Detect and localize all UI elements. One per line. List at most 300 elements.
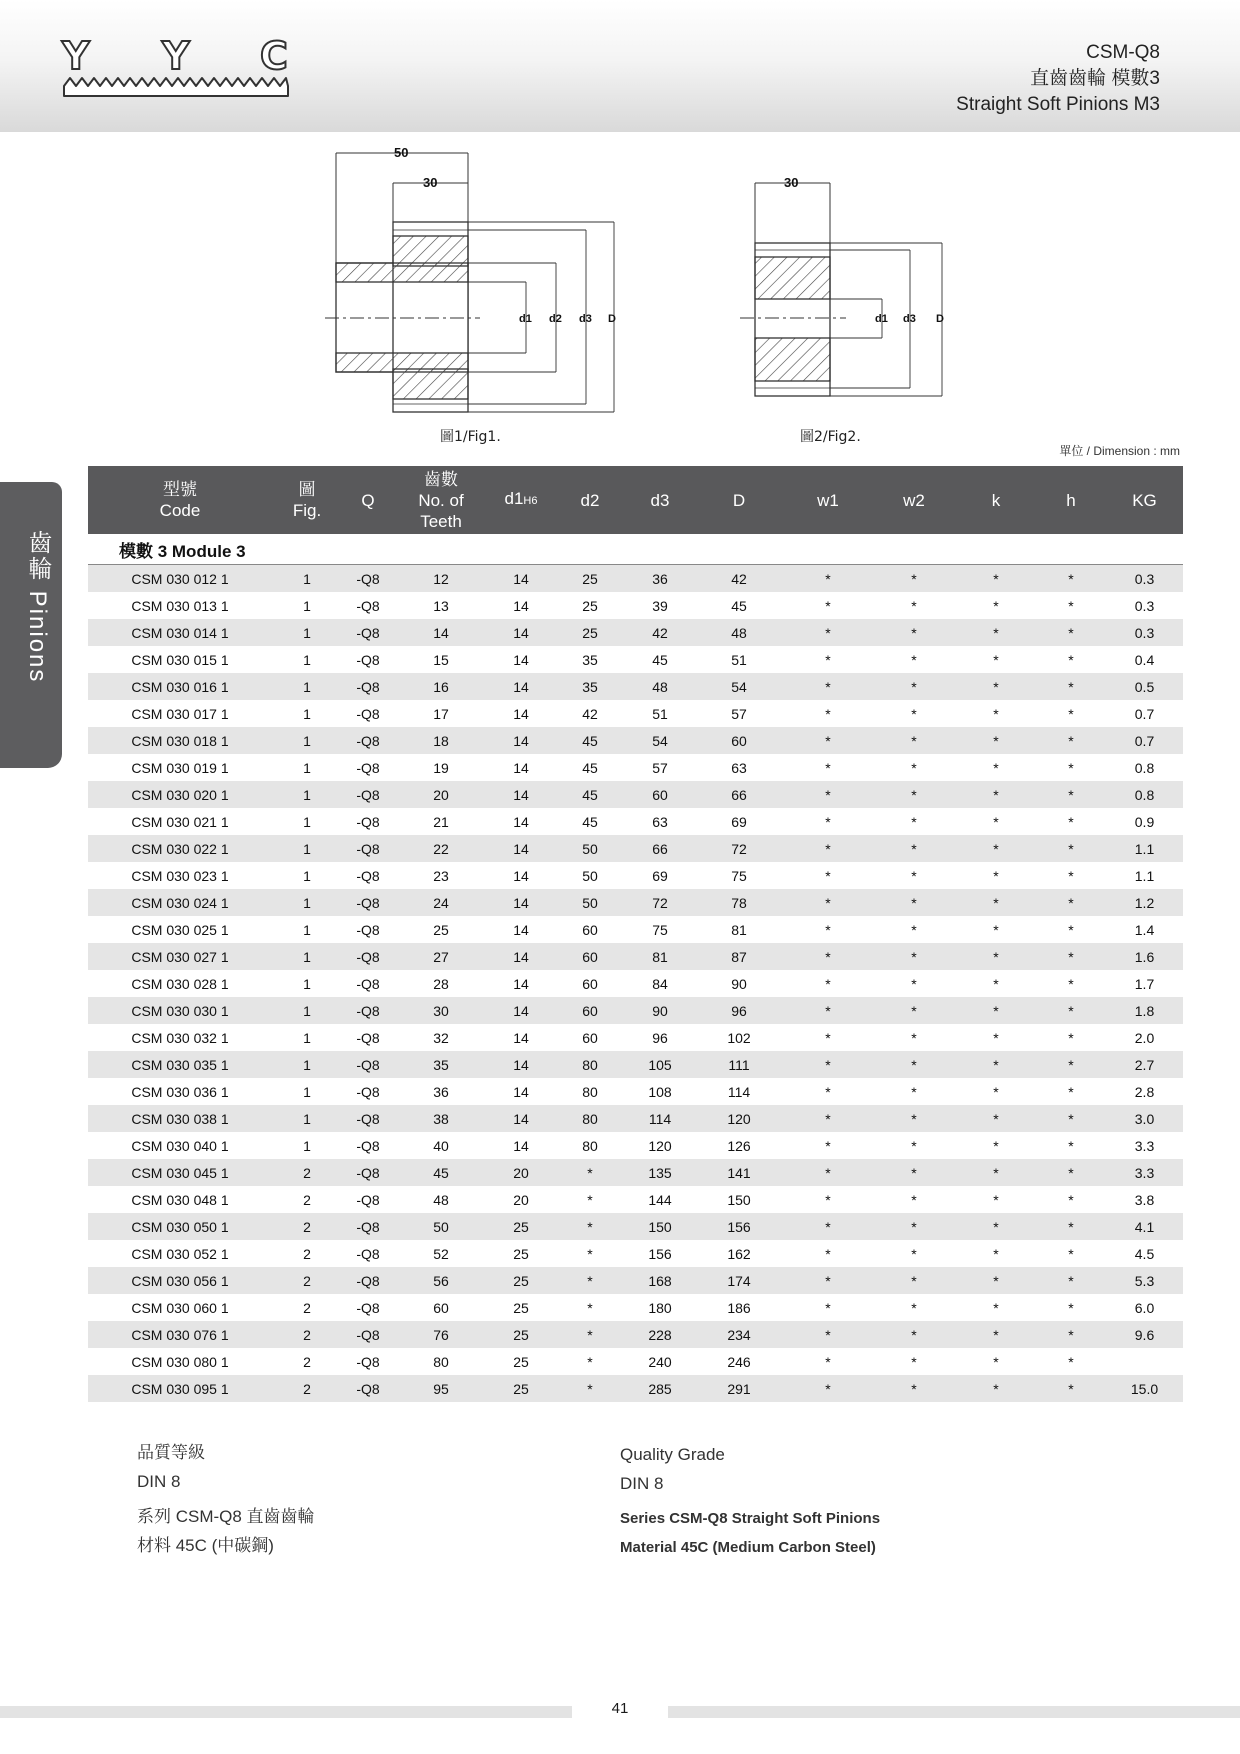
fig2-dim-face: 30	[784, 175, 799, 190]
cell-D: 69	[731, 813, 747, 830]
section-row-module-3	[88, 534, 1183, 565]
cell-w1: *	[825, 1083, 831, 1100]
cell-fig: 2	[303, 1353, 311, 1370]
cell-d1: 14	[488, 1051, 554, 1078]
cell-D: 48	[694, 619, 784, 646]
cell-d1: 14	[513, 651, 529, 668]
cell-d2: 35	[554, 673, 626, 700]
cell-D: 42	[694, 565, 784, 593]
cell-d2: 25	[582, 597, 598, 614]
cell-k: *	[993, 1299, 999, 1316]
cell-d1: 14	[488, 673, 554, 700]
cell-d2: 45	[554, 781, 626, 808]
cell-D: 96	[694, 997, 784, 1024]
cell-h: *	[1068, 1191, 1074, 1208]
cell-q: -Q8	[356, 975, 380, 992]
cell-teeth: 15	[433, 651, 449, 668]
cell-d3: 66	[626, 835, 694, 862]
cell-d3: 72	[626, 889, 694, 916]
cell-fig: 1	[303, 651, 311, 668]
cell-D: 81	[731, 921, 747, 938]
fig2-label-D: D	[936, 313, 944, 325]
cell-teeth: 40	[433, 1137, 449, 1154]
cell-d1: 25	[488, 1213, 554, 1240]
cell-k: *	[993, 705, 999, 722]
cell-kg: 5.3	[1106, 1267, 1183, 1294]
table-row	[88, 1186, 1183, 1213]
cell-w2: *	[872, 1051, 956, 1078]
table-row	[88, 1159, 1183, 1186]
cell-fig: 2	[272, 1159, 342, 1186]
cell-w2: *	[911, 921, 917, 938]
cell-q: -Q8	[356, 597, 380, 614]
material-zh: 材料 45C (中碳鋼)	[137, 1536, 274, 1555]
cell-teeth: 24	[394, 889, 488, 916]
cell-w2: *	[872, 1267, 956, 1294]
cell-w1: *	[825, 1353, 831, 1370]
logo-letter-c: C	[260, 34, 288, 78]
cell-d2: 50	[554, 889, 626, 916]
cell-D: 72	[694, 835, 784, 862]
fig1-label-d1: d1	[519, 313, 532, 325]
cell-code: CSM 030 038 1	[88, 1105, 272, 1132]
cell-k: *	[993, 1353, 999, 1370]
side-tab-pinions	[0, 482, 62, 768]
cell-d2: 80	[554, 1051, 626, 1078]
cell-d1: 25	[488, 1375, 554, 1402]
cell-d1: 25	[488, 1321, 554, 1348]
cell-w1: *	[784, 781, 872, 808]
cell-d2: *	[554, 1213, 626, 1240]
cell-k: *	[956, 619, 1036, 646]
cell-h: *	[1036, 673, 1106, 700]
cell-d1: 25	[513, 1245, 529, 1262]
cell-d3: 96	[652, 1029, 668, 1046]
cell-code: CSM 030 035 1	[88, 1051, 272, 1078]
fig1-caption: 圖1/Fig1.	[440, 429, 501, 445]
cell-kg: 0.8	[1106, 781, 1183, 808]
cell-d3: 39	[652, 597, 668, 614]
cell-fig: 1	[272, 943, 342, 970]
cell-k: *	[993, 813, 999, 830]
cell-w2: *	[872, 1105, 956, 1132]
cell-code: CSM 030 016 1	[88, 673, 272, 700]
cell-teeth: 20	[394, 781, 488, 808]
cell-fig: 2	[303, 1299, 311, 1316]
cell-D: 162	[727, 1245, 751, 1262]
cell-D: 234	[694, 1321, 784, 1348]
logo-rack-icon	[60, 72, 292, 102]
cell-d3: 156	[648, 1245, 672, 1262]
cell-fig: 1	[303, 921, 311, 938]
cell-q: -Q8	[356, 705, 380, 722]
cell-k: *	[956, 781, 1036, 808]
cell-kg: 1.6	[1106, 943, 1183, 970]
cell-w2: *	[911, 975, 917, 992]
table-row	[88, 1348, 1183, 1375]
cell-h: *	[1036, 835, 1106, 862]
cell-d2: 60	[554, 943, 626, 970]
cell-q: -Q8	[342, 1213, 394, 1240]
cell-q: -Q8	[342, 1321, 394, 1348]
cell-w1: *	[825, 759, 831, 776]
cell-teeth: 50	[394, 1213, 488, 1240]
cell-d2: 42	[582, 705, 598, 722]
cell-fig: 1	[303, 759, 311, 776]
cell-fig: 2	[272, 1213, 342, 1240]
cell-fig: 1	[303, 1083, 311, 1100]
table-row	[88, 916, 1183, 943]
cell-w2: *	[872, 619, 956, 646]
cell-k: *	[956, 835, 1036, 862]
cell-teeth: 13	[433, 597, 449, 614]
cell-d1: 14	[488, 997, 554, 1024]
table-row	[88, 700, 1183, 727]
technical-drawings	[0, 140, 1240, 460]
product-title-zh: 直齒齒輪 模數3	[1030, 68, 1160, 89]
cell-d3: 84	[652, 975, 668, 992]
cell-D: 60	[694, 727, 784, 754]
cell-fig: 1	[272, 835, 342, 862]
cell-k: *	[993, 1137, 999, 1154]
cell-fig: 1	[272, 565, 342, 593]
cell-D: 90	[731, 975, 747, 992]
cell-code: CSM 030 019 1	[131, 759, 229, 776]
cell-d1: 25	[513, 1299, 529, 1316]
col-header-d1: d1H6	[488, 466, 554, 534]
yyc-logo	[60, 34, 292, 104]
cell-k: *	[956, 1321, 1036, 1348]
cell-teeth: 17	[433, 705, 449, 722]
cell-w2: *	[911, 651, 917, 668]
cell-q: -Q8	[342, 727, 394, 754]
cell-d3: 63	[652, 813, 668, 830]
cell-teeth: 21	[433, 813, 449, 830]
cell-code: CSM 030 076 1	[88, 1321, 272, 1348]
cell-w2: *	[911, 1137, 917, 1154]
cell-kg: 0.4	[1134, 651, 1155, 668]
cell-w2: *	[911, 1191, 917, 1208]
col-header-d2: d2	[554, 466, 626, 534]
cell-teeth: 25	[433, 921, 449, 938]
cell-fig: 1	[303, 867, 311, 884]
cell-teeth: 28	[433, 975, 449, 992]
spec-table	[88, 466, 1183, 1402]
quality-value-zh: DIN 8	[137, 1472, 181, 1491]
cell-code: CSM 030 018 1	[88, 727, 272, 754]
cell-q: -Q8	[342, 565, 394, 593]
cell-kg: 3.3	[1106, 1159, 1183, 1186]
table-row	[88, 1213, 1183, 1240]
cell-k: *	[993, 1191, 999, 1208]
col-header-q: Q	[342, 466, 394, 534]
table-row	[88, 592, 1183, 619]
cell-q: -Q8	[342, 835, 394, 862]
cell-fig: 1	[272, 619, 342, 646]
cell-w2: *	[911, 1299, 917, 1316]
notes-en	[620, 1440, 880, 1562]
cell-teeth: 27	[394, 943, 488, 970]
cell-D: 75	[731, 867, 747, 884]
fig1-label-d3: d3	[579, 313, 592, 325]
cell-D: 102	[727, 1029, 751, 1046]
fig2-label-d1: d1	[875, 313, 888, 325]
cell-w2: *	[872, 997, 956, 1024]
col-header-h: h	[1036, 466, 1106, 534]
table-row	[88, 646, 1183, 673]
cell-q: -Q8	[356, 759, 380, 776]
cell-w2: *	[872, 943, 956, 970]
table-row	[88, 808, 1183, 835]
cell-d2: *	[587, 1191, 593, 1208]
side-tab-label: 齒輪 Pinions	[24, 530, 51, 684]
col-header-k: k	[956, 466, 1036, 534]
cell-kg	[1106, 1348, 1183, 1375]
cell-kg: 1.1	[1106, 835, 1183, 862]
cell-teeth: 56	[394, 1267, 488, 1294]
cell-teeth: 16	[394, 673, 488, 700]
cell-kg: 0.8	[1134, 759, 1155, 776]
cell-d3: 60	[626, 781, 694, 808]
product-title-en: Straight Soft Pinions M3	[956, 94, 1160, 115]
cell-w1: *	[825, 1299, 831, 1316]
cell-q: -Q8	[342, 781, 394, 808]
cell-D: 150	[727, 1191, 751, 1208]
cell-q: -Q8	[356, 1083, 380, 1100]
cell-w1: *	[825, 975, 831, 992]
cell-code: CSM 030 012 1	[88, 565, 272, 593]
cell-d2: 80	[582, 1083, 598, 1100]
cell-d2: 50	[554, 835, 626, 862]
cell-k: *	[993, 1029, 999, 1046]
series-en: Series CSM-Q8 Straight Soft Pinions	[620, 1510, 881, 1527]
cell-d3: 81	[626, 943, 694, 970]
cell-h: *	[1068, 1083, 1074, 1100]
cell-kg: 3.8	[1134, 1191, 1155, 1208]
cell-d1: 14	[488, 1105, 554, 1132]
cell-fig: 1	[272, 781, 342, 808]
cell-w2: *	[872, 889, 956, 916]
cell-d1: 14	[488, 619, 554, 646]
cell-w1: *	[784, 943, 872, 970]
cell-q: -Q8	[356, 867, 380, 884]
cell-teeth: 95	[394, 1375, 488, 1402]
cell-h: *	[1036, 565, 1106, 593]
cell-q: -Q8	[342, 673, 394, 700]
cell-h: *	[1036, 943, 1106, 970]
cell-d1: 14	[513, 597, 529, 614]
cell-h: *	[1036, 619, 1106, 646]
cell-code: CSM 030 013 1	[131, 597, 229, 614]
table-row	[88, 1051, 1183, 1078]
col-header-w2: w2	[872, 466, 956, 534]
cell-d3: 240	[648, 1353, 672, 1370]
cell-code: CSM 030 056 1	[88, 1267, 272, 1294]
cell-h: *	[1036, 1213, 1106, 1240]
table-row	[88, 1078, 1183, 1105]
cell-k: *	[993, 921, 999, 938]
fig1-label-D: D	[608, 313, 616, 325]
cell-h: *	[1036, 781, 1106, 808]
cell-h: *	[1068, 975, 1074, 992]
cell-w2: *	[872, 1375, 956, 1402]
footer-bar-right	[668, 1706, 1240, 1718]
cell-h: *	[1036, 1375, 1106, 1402]
cell-code: CSM 030 060 1	[131, 1299, 229, 1316]
cell-kg: 0.7	[1106, 727, 1183, 754]
cell-d2: 60	[554, 997, 626, 1024]
cell-w1: *	[784, 1375, 872, 1402]
table-row	[88, 835, 1183, 862]
cell-d3: 42	[626, 619, 694, 646]
cell-k: *	[956, 943, 1036, 970]
cell-d3: 45	[652, 651, 668, 668]
cell-code: CSM 030 020 1	[88, 781, 272, 808]
table-row	[88, 1105, 1183, 1132]
cell-k: *	[956, 1105, 1036, 1132]
cell-code: CSM 030 024 1	[88, 889, 272, 916]
cell-teeth: 22	[394, 835, 488, 862]
cell-w2: *	[911, 759, 917, 776]
header-title-block	[956, 40, 1160, 118]
cell-d3: 144	[648, 1191, 672, 1208]
cell-w1: *	[784, 673, 872, 700]
cell-kg: 6.0	[1134, 1299, 1155, 1316]
col-header-D: D	[694, 466, 784, 534]
cell-h: *	[1068, 1137, 1074, 1154]
logo-letter-y1: Y	[62, 34, 90, 78]
cell-teeth: 48	[433, 1191, 449, 1208]
cell-q: -Q8	[356, 1245, 380, 1262]
table-row	[88, 970, 1183, 997]
cell-fig: 1	[272, 673, 342, 700]
cell-kg: 0.3	[1106, 619, 1183, 646]
cell-teeth: 76	[394, 1321, 488, 1348]
cell-fig: 2	[303, 1191, 311, 1208]
cell-d2: 60	[582, 975, 598, 992]
cell-code: CSM 030 052 1	[131, 1245, 229, 1262]
cell-h: *	[1036, 889, 1106, 916]
cell-d2: 35	[582, 651, 598, 668]
cell-kg: 4.5	[1134, 1245, 1155, 1262]
cell-h: *	[1068, 759, 1074, 776]
section-label: 模數 3 Module 3	[88, 534, 1183, 565]
cell-w2: *	[911, 1083, 917, 1100]
cell-d3: 75	[652, 921, 668, 938]
cell-d2: 25	[554, 619, 626, 646]
cell-h: *	[1036, 1105, 1106, 1132]
cell-D: 120	[694, 1105, 784, 1132]
cell-fig: 2	[272, 1321, 342, 1348]
cell-w1: *	[784, 1213, 872, 1240]
cell-d2: *	[554, 1375, 626, 1402]
cell-d1: 25	[488, 1267, 554, 1294]
cell-d1: 14	[488, 889, 554, 916]
cell-teeth: 36	[433, 1083, 449, 1100]
cell-h: *	[1068, 1029, 1074, 1046]
cell-h: *	[1036, 1159, 1106, 1186]
cell-d2: 60	[582, 1029, 598, 1046]
cell-code: CSM 030 048 1	[131, 1191, 229, 1208]
cell-w1: *	[825, 705, 831, 722]
cell-w1: *	[784, 997, 872, 1024]
cell-k: *	[956, 889, 1036, 916]
cell-d2: 45	[582, 813, 598, 830]
cell-d1: 14	[513, 867, 529, 884]
cell-d3: 36	[626, 565, 694, 593]
cell-w2: *	[872, 1321, 956, 1348]
cell-d3: 135	[626, 1159, 694, 1186]
cell-d2: 80	[554, 1105, 626, 1132]
cell-kg: 0.3	[1106, 565, 1183, 593]
col-header-code: 型號 Code	[88, 466, 272, 534]
cell-q: -Q8	[342, 1159, 394, 1186]
cell-h: *	[1068, 813, 1074, 830]
cell-d3: 114	[626, 1105, 694, 1132]
table-row	[88, 565, 1183, 593]
cell-k: *	[956, 1159, 1036, 1186]
cell-q: -Q8	[342, 1105, 394, 1132]
cell-teeth: 35	[394, 1051, 488, 1078]
cell-q: -Q8	[356, 1299, 380, 1316]
cell-w1: *	[784, 1105, 872, 1132]
cell-d1: 14	[488, 943, 554, 970]
cell-D: 51	[731, 651, 747, 668]
cell-w1: *	[784, 1267, 872, 1294]
cell-d1: 14	[513, 975, 529, 992]
cell-code: CSM 030 014 1	[88, 619, 272, 646]
cell-w1: *	[784, 889, 872, 916]
cell-D: 87	[694, 943, 784, 970]
cell-k: *	[993, 867, 999, 884]
cell-h: *	[1036, 1321, 1106, 1348]
fig1-dim-total: 50	[394, 145, 409, 160]
material-en: Material 45C (Medium Carbon Steel)	[620, 1539, 876, 1556]
cell-d2: 25	[554, 565, 626, 593]
cell-D: 111	[694, 1051, 784, 1078]
table-row	[88, 1240, 1183, 1267]
cell-fig: 2	[272, 1267, 342, 1294]
table-row	[88, 1267, 1183, 1294]
cell-kg: 1.4	[1134, 921, 1155, 938]
cell-D: 66	[694, 781, 784, 808]
cell-w1: *	[825, 651, 831, 668]
table-row	[88, 1321, 1183, 1348]
cell-k: *	[993, 651, 999, 668]
cell-q: -Q8	[356, 921, 380, 938]
cell-w1: *	[784, 565, 872, 593]
cell-d3: 105	[626, 1051, 694, 1078]
cell-D: 291	[694, 1375, 784, 1402]
cell-fig: 1	[272, 1105, 342, 1132]
cell-teeth: 60	[433, 1299, 449, 1316]
cell-w1: *	[825, 1137, 831, 1154]
cell-q: -Q8	[356, 1191, 380, 1208]
cell-h: *	[1036, 727, 1106, 754]
fig2-drawing	[740, 183, 942, 396]
cell-d1: 14	[488, 565, 554, 593]
cell-q: -Q8	[342, 1051, 394, 1078]
cell-teeth: 80	[433, 1353, 449, 1370]
cell-kg: 9.6	[1106, 1321, 1183, 1348]
cell-k: *	[993, 759, 999, 776]
cell-q: -Q8	[356, 1353, 380, 1370]
cell-kg: 1.1	[1134, 867, 1155, 884]
cell-w1: *	[825, 597, 831, 614]
cell-w1: *	[825, 1029, 831, 1046]
cell-D: 141	[694, 1159, 784, 1186]
cell-q: -Q8	[356, 813, 380, 830]
